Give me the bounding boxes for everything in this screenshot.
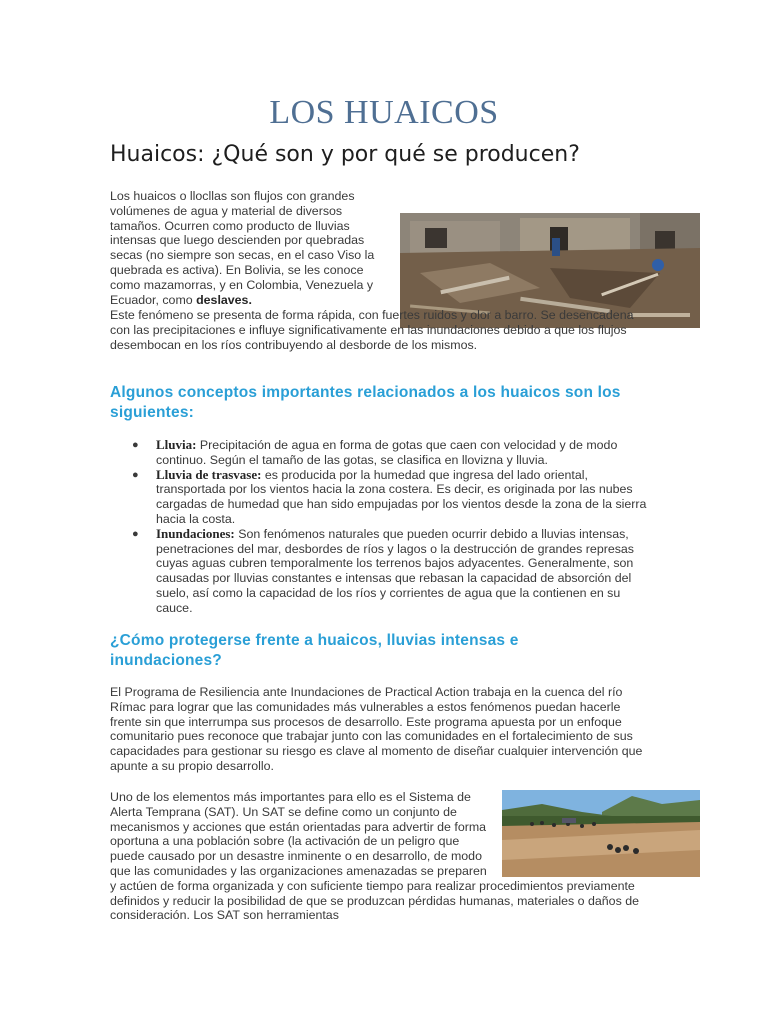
document-title: LOS HUAICOS	[269, 94, 499, 131]
term-label: Inundaciones:	[156, 525, 235, 541]
concepts-list	[110, 438, 650, 616]
term-definition: Son fenómenos naturales que pueden ocurrir debido a lluvias intensas, penetraciones del mar, desbordes de ríos y lagos o la destrucción de grandes represas cuyas aguas cubren temporalmente los terrenos bajos adyacentes. Generalmente, son causadas por lluvias constantes e intensas que rebasan la capacidad de absorción del suelo, así como la capacidad de los ríos y corrientes de agua que la contienen en su cauce.	[156, 526, 635, 615]
river-flood-photo	[502, 790, 700, 877]
term-definition: Precipitación de agua en forma de gotas que caen con velocidad y de modo continuo. Según el tamaño de las gotas, se clasifica en llovizna y lluvia.	[156, 438, 618, 467]
intro-bold-term: deslaves.	[196, 292, 252, 307]
list-item	[110, 438, 650, 468]
term-label: Lluvia de trasvase:	[156, 466, 262, 482]
bullet-icon: ●	[132, 527, 139, 540]
concepts-heading: Algunos conceptos importantes relacionados a los huaicos son los siguientes:	[110, 384, 621, 421]
term-definition: es producida por la humedad que ingresa del lado oriental, transportada por los vientos hacia la zona costera. Es decir, es originada por las nubes cargadas de humedad que han sido empujadas por los vientos desde la zona de la sierra hacia la costa.	[156, 467, 647, 526]
list-item	[110, 468, 650, 527]
main-heading: Huaicos: ¿Qué son y por qué se producen?	[110, 142, 580, 167]
sat-text: Uno de los elementos más importantes para ello es el Sistema de Alerta Temprana (SAT). Un SAT se define como un conjunto de mecanismos y acciones que están orientadas para advertir de forma oportuna a una población sobre (la activación de un peligro que puede causado por un desastre inminente o en desarrollo, de modo que las comunidades y las organizaciones amenazadas se preparen y actúen de forma organizada y con suficiente tiempo para realizar procedimientos previamente definidos y reducir la posibilidad de que se produzcan pérdidas humanas, materiales o daños de consideración. Los SAT son herramientas	[110, 790, 639, 923]
sat-paragraph	[110, 790, 650, 923]
list-item	[110, 527, 650, 616]
resilience-paragraph: El Programa de Resiliencia ante Inundaciones de Practical Action trabaja en la cuenca del río Rímac para lograr que las comunidades más vulnerables a estos fenómenos puedan hacerle frente sin que interrumpa sus procesos de desarrollo. Este programa apuesta por un enfoque comunitario pues reconoce que trabajar junto con las comunidades en el fortalecimiento de sus capacidades para gestionar su riesgo es clave al momento de diseñar cualquier intervención que apunte a su propio desarrollo.	[110, 685, 643, 773]
protection-heading: ¿Cómo protegerse frente a huaicos, lluvias intensas e inundaciones?	[110, 632, 519, 669]
bullet-icon: ●	[132, 439, 139, 451]
term-label: Lluvia:	[156, 437, 197, 452]
bullet-icon: ●	[132, 468, 139, 481]
intro-text: Los huaicos o llocllas son flujos con grandes volúmenes de agua y material de diversos tamaños. Ocurren como producto de lluvias intensas que luego descienden por quebradas secas (no siempre son secas, en el caso Viso la quebrada es activa). En Bolivia, se les conoce como mazamorras, y en Colombia, Venezuela y Ecuador, como	[110, 189, 375, 307]
second-paragraph: Este fenómeno se presenta de forma rápida, con fuertes ruidos y olor a barro. Se desencadena con las precipitaciones e influye significativamente en las inundaciones debido a que los flujos desembocan en los ríos contribuyendo al desborde de los mismos.	[110, 308, 634, 352]
